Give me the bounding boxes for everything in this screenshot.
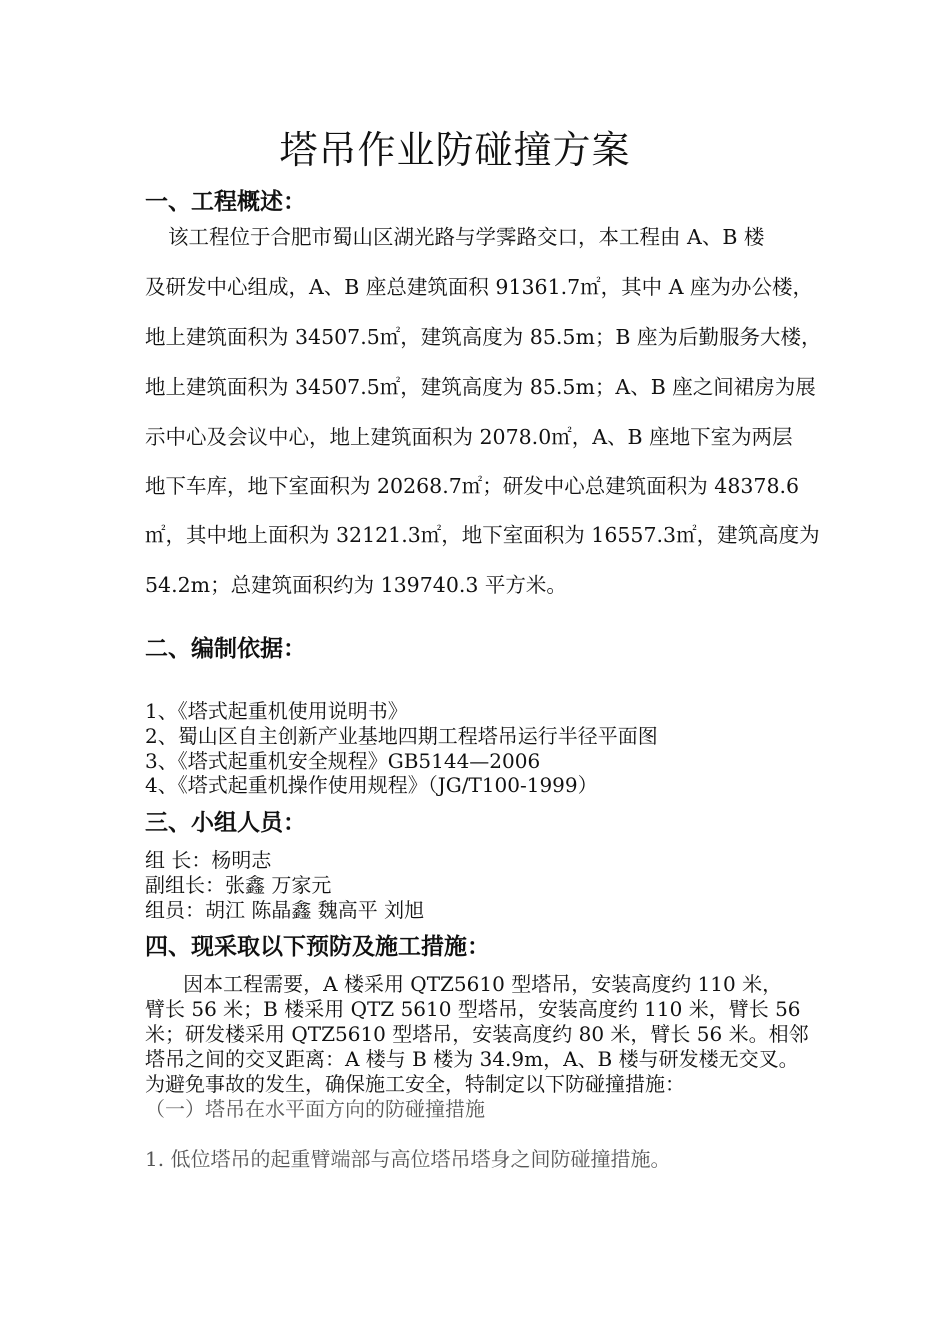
overview-line: 示中心及会议中心，地上建筑面积为 2078.0㎡，A、B 座地下室为两层 [145,425,793,449]
document-title: 塔吊作业防碰撞方案 [279,128,631,172]
overview-line: 地上建筑面积为 34507.5㎡，建筑高度为 85.5m；B 座为后勤服务大楼， [145,325,822,349]
measure-point: 1. 低位塔吊的起重臂端部与高位塔吊塔身之间防碰撞措施。 [145,1147,671,1171]
list-item: 4、《塔式起重机操作使用规程》（JG/T100-1999） [145,773,598,797]
list-item: 1、《塔式起重机使用说明书》 [145,699,408,723]
section-heading-basis: 二、编制依据： [145,636,306,662]
team-member: 组 长：杨明志 [145,848,272,872]
measures-line: 臂长 56 米；B 楼采用 QTZ 5610 型塔吊，安装高度约 110 米，臂长 56 [145,997,801,1021]
list-item: 2、蜀山区自主创新产业基地四期工程塔吊运行半径平面图 [145,724,658,748]
section-heading-overview: 一、工程概述： [145,189,306,215]
measures-line: 为避免事故的发生，确保施工安全，特制定以下防碰撞措施： [145,1072,685,1096]
section-heading-measures: 四、现采取以下预防及施工措施： [145,934,490,960]
overview-line: 54.2m；总建筑面积约为 139740.3 平方米。 [145,573,567,597]
list-item: 3、《塔式起重机安全规程》GB5144—2006 [145,749,541,773]
team-member: 副组长：张鑫 万家元 [145,873,332,897]
overview-line: ㎡，其中地上面积为 32121.3㎡，地下室面积为 16557.3㎡，建筑高度为 [145,523,820,547]
subheading-horizontal: （一）塔吊在水平面方向的防碰撞措施 [145,1097,485,1121]
measures-line: 因本工程需要，A 楼采用 QTZ5610 型塔吊，安装高度约 110 米， [145,972,783,996]
team-member: 组员：胡江 陈晶鑫 魏高平 刘旭 [145,898,425,922]
overview-line: 及研发中心组成，A、B 座总建筑面积 91361.7㎡，其中 A 座为办公楼， [145,275,814,299]
overview-line: 该工程位于合肥市蜀山区湖光路与学霁路交口，本工程由 A、B 楼 [168,225,765,249]
measures-line: 米；研发楼采用 QTZ5610 型塔吊，安装高度约 80 米，臂长 56 米。相邻 [145,1022,809,1046]
overview-line: 地下车库，地下室面积为 20268.7㎡；研发中心总建筑面积为 48378.6 [145,474,800,498]
section-heading-team: 三、小组人员： [145,810,306,836]
measures-line: 塔吊之间的交叉距离：A 楼与 B 楼为 34.9m，A、B 楼与研发楼无交叉。 [145,1047,799,1071]
overview-line: 地上建筑面积为 34507.5㎡，建筑高度为 85.5m；A、B 座之间裙房为展 [145,375,816,399]
